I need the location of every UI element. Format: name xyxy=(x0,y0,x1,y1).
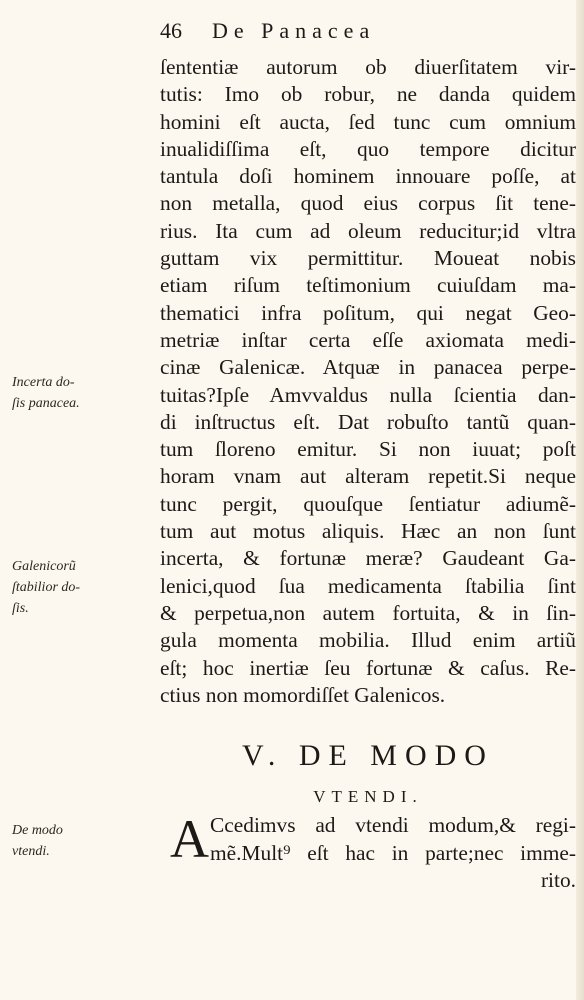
section-subtitle: VTENDI. xyxy=(313,787,423,806)
page-header xyxy=(160,14,580,48)
section-heading xyxy=(160,736,576,810)
text-line: horam vnam aut alteram repetit.Si neque xyxy=(160,464,576,489)
text-line: & perpetua,non autem fortuita, & in ſin- xyxy=(160,600,576,625)
text-line: ctius non momordiſſet Galenicos. xyxy=(160,682,446,707)
page-number: 46 xyxy=(160,18,182,43)
text-line: tum ſloreno emitur. Si non iuuat; poſt xyxy=(160,437,576,462)
margin-note xyxy=(12,820,160,862)
text-line: mẽ.Mult⁹ eſt hac in parte;nec imme- xyxy=(210,840,576,865)
text-line: thematici infra poſitum, qui negat Geo- xyxy=(160,300,576,325)
running-title: De Panacea xyxy=(212,18,376,43)
margin-note xyxy=(12,556,160,619)
text-line: inualidiſſima eſt, quo tempore dicitur xyxy=(160,136,576,161)
margin-note-line: De modo xyxy=(12,823,63,838)
text-line: guttam vix permittitur. Moueat nobis xyxy=(160,246,576,271)
section-title: V. DE MODO xyxy=(242,739,494,772)
text-line: homini eſt aucta, ſed tunc cum omnium xyxy=(160,109,576,134)
text-line: tum aut motus aliquis. Hæc an non ſunt xyxy=(160,519,576,544)
text-line: cinæ Galenicæ. Atquæ in panacea perpe- xyxy=(160,355,576,380)
text-line: tutis: Imo ob robur, ne danda quidem xyxy=(160,82,576,107)
text-line: tuitas?Ipſe Amvvaldus nulla ſcientia dan- xyxy=(160,382,576,407)
text-line: ſententiæ autorum ob diuerſitatem vir- xyxy=(160,55,576,79)
text-line: tantula doſi hominem innouare poſſe, at xyxy=(160,164,576,189)
page-edge xyxy=(576,0,584,1000)
text-line: incerta, & fortunæ meræ? Gaudeant Ga- xyxy=(160,546,576,571)
text-line: di inſtructus eſt. Dat robuſto tantũ quan- xyxy=(160,409,576,434)
text-line: tunc pergit, quouſque ſentiatur adiumẽ- xyxy=(160,491,576,516)
text-line: eſt; hoc inertiæ ſeu fortunæ & caſus. Re- xyxy=(160,655,576,680)
main-text-block xyxy=(160,54,576,709)
section-paragraph xyxy=(210,812,576,895)
text-line: rius. Ita cum ad oleum reducitur;id vltra xyxy=(160,218,576,243)
text-line: Ccedimvs ad vtendi modum,& regi- xyxy=(210,813,576,837)
margin-note-line: ſtabilior do- xyxy=(12,580,81,595)
text-line: rito. xyxy=(540,868,576,892)
text-line: non metalla, quod eius corpus ſit tene- xyxy=(160,191,576,216)
margin-note xyxy=(12,372,160,414)
text-line: gula momenta mobilia. Illud enim artiũ xyxy=(160,628,576,653)
drop-cap: A xyxy=(170,809,209,869)
margin-note-line: ſis. xyxy=(12,601,29,616)
margin-note-line: Incerta do- xyxy=(12,375,75,390)
margin-note-line: Galenicorũ xyxy=(12,559,76,574)
text-line: metriæ inſtar certa eſſe axiomata medi- xyxy=(160,327,576,352)
text-line: etiam riſum teſtimonium cuiuſdam ma- xyxy=(160,273,576,298)
text-line: lenici,quod ſua medicamenta ſtabilia ſint xyxy=(160,573,576,598)
margin-note-line: ſis panacea. xyxy=(12,396,80,411)
margin-note-line: vtendi. xyxy=(12,844,50,859)
